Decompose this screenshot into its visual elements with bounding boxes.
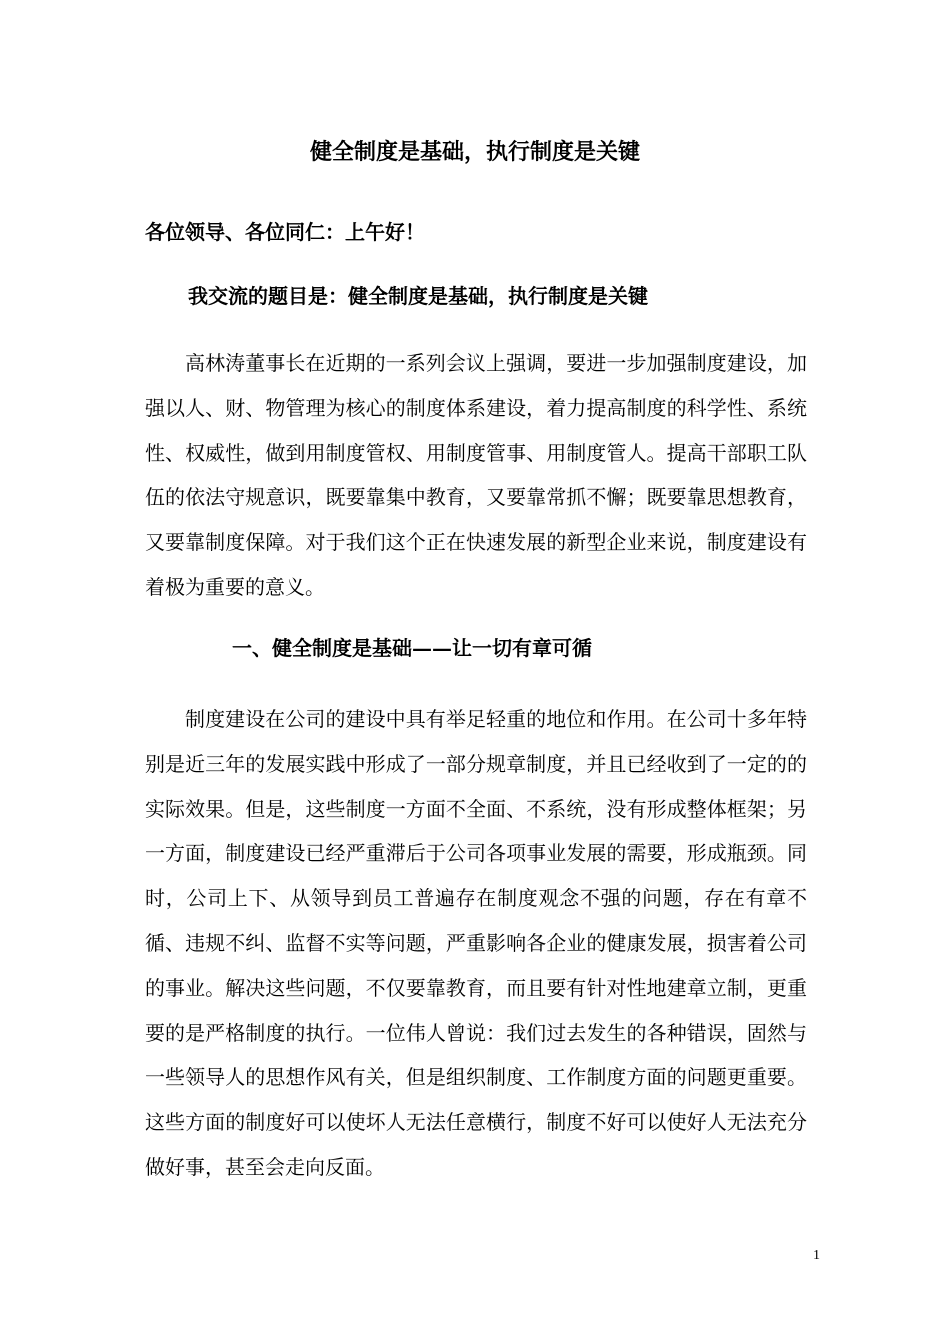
body-paragraph: 制度建设在公司的建设中具有举足轻重的地位和作用。在公司十多年特别是近三年的发展实践中形成了一部分规章制度，并且已经收到了一定的的实际效果。但是，这些制度一方面不全面、不系统，没有形成整体框架；另一方面，制度建设已经严重滞后于公司各项事业发展的需要，形成瓶颈。同时，公司上下、从领导到员工普遍存在制度观念不强的问题，存在有章不循、违规不纠、监督不实等问题，严重影响各企业的健康发展，损害着公司的事业。解决这些问题，不仅要靠教育，而且要有针对性地建章立制，更重要的是严格制度的执行。一位伟人曾说：我们过去发生的各种错误，固然与一些领导人的思想作风有关，但是组织制度、工作制度方面的问题更重要。这些方面的制度好可以使坏人无法任意横行，制度不好可以使好人无法充分做好事，甚至会走向反面。	[145, 707, 807, 1179]
section-heading: 一、健全制度是基础——让一切有章可循	[232, 636, 592, 660]
salutation: 各位领导、各位同仁：上午好！	[145, 220, 425, 244]
document-title: 健全制度是基础，执行制度是关键	[309, 139, 640, 165]
topic-line: 我交流的题目是：健全制度是基础，执行制度是关键	[188, 284, 648, 308]
body-paragraph: 高林涛董事长在近期的一系列会议上强调，要进一步加强制度建设，加强以人、财、物管理为核心的制度体系建设，着力提高制度的科学性、系统性、权威性，做到用制度管权、用制度管事、用制度管人。提高干部职工队伍的依法守规意识，既要靠集中教育，又要靠常抓不懈；既要靠思想教育，又要靠制度保障。对于我们这个正在快速发展的新型企业来说，制度建设有着极为重要的意义。	[145, 351, 807, 599]
page-number: 1	[813, 1248, 820, 1263]
